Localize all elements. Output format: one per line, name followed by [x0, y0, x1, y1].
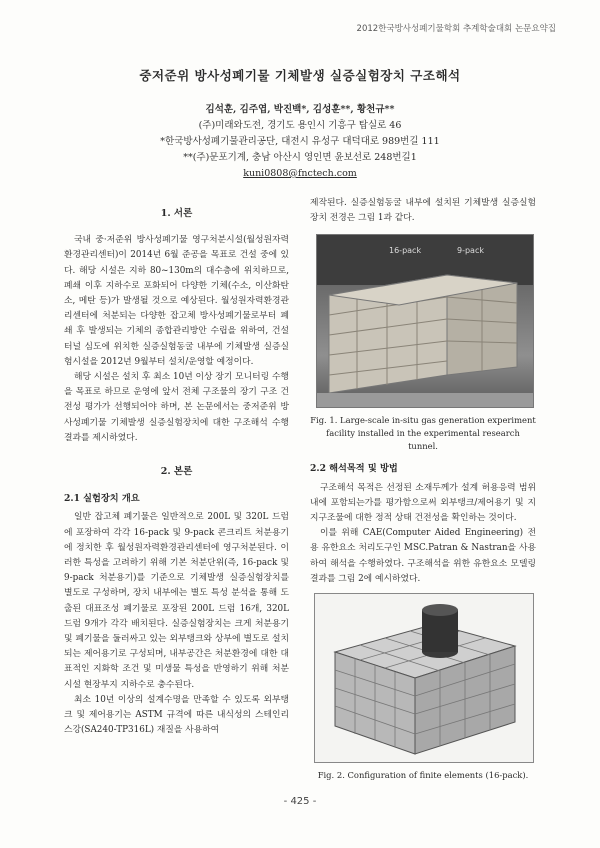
section-1-heading: 1. 서론 — [160, 208, 193, 219]
analysis-paragraph-1: 구조해석 목적은 선정된 소재두께가 설계 허용응력 범위 내에 포함되는가를 평가함으로써 외부탱크/제어용기 및 지지구조물에 대한 정적 상태 건전성을 확인하는 것이다. — [310, 482, 536, 524]
author-email-link[interactable]: kuni0808@fnctech.com — [243, 168, 357, 179]
affiliation-1: (주)미래와도전, 경기도 용인시 기흥구 탑실로 46 — [198, 120, 402, 131]
affiliation-2: *한국방사성폐기물관리공단, 대전시 유성구 대덕대로 989번길 111 — [160, 136, 440, 147]
figure-1-label-16-pack: 16-pack — [389, 246, 422, 256]
continuation-paragraph: 제작된다. 실증실험동굴 내부에 설치된 기체발생 실증실험장치 전경은 그림 1과 같다. — [310, 198, 536, 224]
figure-1-caption: Fig. 1. Large-scale in-situ gas generation experiment facility installed in the experimental research tunnel. — [310, 415, 536, 452]
affiliation-3: **(주)문포기계, 충남 아산시 영인면 윤보선로 248번길1 — [183, 152, 417, 163]
paper-title: 중저준위 방사성폐기물 기체발생 실증실험장치 구조해석 — [139, 68, 461, 83]
section-2-heading: 2. 본론 — [160, 466, 193, 478]
subsection-2-1-heading: 2.1 실험장치 개요 — [64, 493, 140, 505]
facility-photo-graphic — [317, 235, 533, 407]
figure-1-label-9-pack: 9-pack — [457, 246, 484, 256]
subsection-2-2-heading: 2.2 해석목적 및 방법 — [310, 463, 398, 475]
author-list: 김석훈, 김주엽, 박진백*, 김성훈**, 황천규** — [205, 104, 395, 115]
right-column — [310, 196, 536, 790]
page-number: - 425 - — [283, 796, 317, 807]
author-block — [0, 102, 600, 182]
figure-2-caption: Fig. 2. Configuration of finite elements (16-pack). — [317, 770, 529, 781]
conference-header: 2012한국방사성폐기물학회 추계학술대회 논문요약집 — [356, 24, 556, 34]
setup-paragraph-2: 최소 10년 이상의 설계수명을 만족할 수 있도록 외부탱크 및 제어용기는 ASTM 규격에 따른 내식성의 스테인리스강(SA240-TP316L) 재질을 사용하여 — [64, 694, 289, 736]
intro-paragraph-2: 해당 시설은 설치 후 최소 10년 이상 장기 모니터링 수행을 목표로 하므로 운영에 앞서 전체 구조물의 장기 구조 건전성 평가가 선행되어야 하며, 본 논문에서는 중저준위 방사성폐기물 기체발생 실증실험장치에 대한 구조해석 수행결과를 제시하였다. — [64, 372, 289, 443]
figure-2-fe-model — [314, 593, 534, 763]
figure-1-photo — [316, 234, 534, 408]
analysis-paragraph-2: 이를 위해 CAE(Computer Aided Engineering) 전용 유한요소 처리도구인 MSC.Patran & Nastran을 사용하여 해석을 수행하였다. 구조해석을 위한 유한요소 모델링 결과를 그림 2에 예시하였다. — [310, 528, 536, 584]
left-column — [64, 200, 289, 739]
intro-paragraph-1: 국내 중·저준위 방사성폐기물 영구처분시설(월성원자력환경관리센터)이 2014년 6월 준공을 목표로 건설 중에 있다. 해당 시설은 지하 80~130m의 대수층에 위치하므로, 폐쇄 이후 지하수로 포화되어 다양한 기체(수소, 이산화탄소, 메탄 등)가 발생될 것으로 예상된다. 월성원자력환경관리센터에 처분되는 다양한 잡고체 방사성폐기물로부터 폐쇄 후 발생되는 기체의 종합관리방안 수립을 위하여, 건설터널 심도에 위치한 실증실험동굴 내부에 기체발생 실증실험시설을 2012년 9월부터 설치/운영할 예정이다. — [64, 235, 289, 367]
setup-paragraph-1: 일반 잡고체 폐기물은 일반적으로 200L 및 320L 드럼에 포장하여 각각 16-pack 및 9-pack 콘크리트 처분용기에 정치한 후 월성원자력환경관리센터에 영구처분된다. 이러한 특성을 고려하기 위해 기본 처분단위(즉, 16-pack 및 9-pack 처분용기)를 기준으로 기체발생 실증실험장치를 별도로 구성하며, 장치 내부에는 별도 특성 분석을 통해 도출된 대표조성 폐기물로 포장된 200L 드럼 16개, 320L 드럼 9개가 각각 배치된다. 실증실험장치는 크게 처분용기 및 폐기물을 둘러싸고 있는 외부탱크와 상부에 별도로 설치되는 제어용기로 구성되며, 내부공간은 처분환경에 대한 대표적인 지화학 조건 및 미생물 특성을 반영하기 위해 처분시설 현장부지 지하수로 충수된다. — [64, 512, 289, 690]
fe-mesh-graphic — [315, 594, 533, 762]
